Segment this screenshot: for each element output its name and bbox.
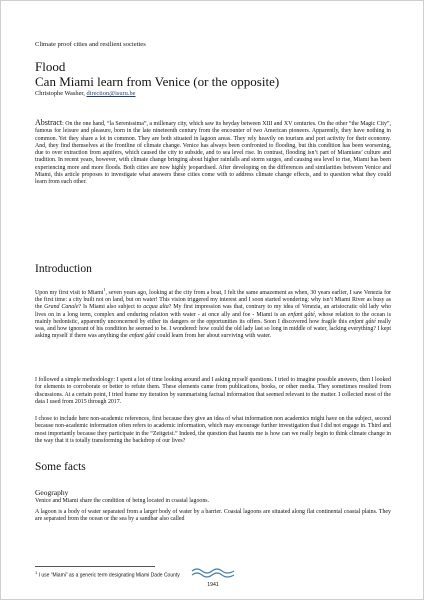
- footnote: [35, 570, 180, 579]
- title-block: [35, 59, 395, 97]
- footnote-reference: 1: [103, 287, 106, 292]
- wave-icon: [191, 567, 235, 579]
- footnote-divider: [35, 566, 155, 567]
- author-line: [35, 90, 395, 97]
- abstract-text: : On the one hand, “la Serenissima”, a millenary city, which saw its heyday between XIII and XV centuries. On the other “the Magic City”, famous for leisure and pleasure, born in the late nineteenth century from the encounter of two American pioneers. Apparently, they have nothing in common. Yet they share a lot in common. They are both situated in lagoon areas. They rely heavily on tourism and port activity for their economy. And, they find themselves at the frontline of climate change. Venice has always been confronted to flooding, but this condition has been worsening, due to over extraction from aquifers, which caused the city to subside, and to sea level rise. In contrast, flooding isn’t part of Miamians’ culture and tradition. In recent years, however, with climate change bringing about higher rainfalls and storm surges, and causing sea level to rise, Miami has been experiencing more and more floods. Both cities are now highly jeopardised. After developing on the differences and similarities between Venice and Miami, this article proposes to investigate what answers these cities come with to address climate change effects, and to question what they could learn from each other.: [35, 121, 391, 185]
- footnote-text: I use “Miami” as a generic term designating Miami Dade County: [37, 572, 180, 579]
- section-heading-some-facts: Some facts: [35, 461, 86, 473]
- intro-paragraph-1: Upon my first visit to Miami$^1$, seven years ago, looking at the city from a boat, I felt the same amazement as when, 30 years earlier, I saw Venezia for the first time: a city built not on land, but on water! This vision triggered my interest and I soon started wondering: why isn’t Miami River as busy as the Grand Canale? Is Miami also subject to acqua alta? My first impression was that, contrary to my idea of Venezia, an aristocratic old lady who lives on in a long term, complex and enduring relation with water - at once ally and foe - Miami is an enfant gâté, whose relation to the ocean is mainly hedonistic, apparently unconcerned by either its dangers or the opportunities its offers. Soon I discovered how fragile this enfant gâté really was, and how ignorant of his condition he seemed to be. I wondered: how could the old lady last so long in middle of water, lacking everything? I kept asking myself if there was anything the enfant gâté could learn from her about surviving with water.: [35, 287, 392, 340]
- section-heading-introduction: Introduction: [35, 263, 92, 275]
- subsection-heading-geography: Geography: [35, 488, 69, 497]
- facts-paragraph-2: A lagoon is a body of water separated from a larger body of water by a barrier. Coastal lagoons are situated along flat continental coastal plains. They are separated from the ocean or the sea by a sandbar also called: [35, 509, 391, 523]
- title-line-2: Can Miami learn from Venice (or the opposite): [35, 74, 280, 89]
- facts-paragraph-1: Venice and Miami share the condition of being located in coastal lagoons.: [35, 498, 210, 504]
- page-number: 1941: [207, 582, 219, 588]
- author-name: Christophe Washer,: [35, 90, 87, 97]
- intro-paragraph-2: I followed a simple methodology: I spent a lot of time looking around and I asking myself questions. I tried to imagine possible answers, then I looked for elements to corroborate or better to refute them. These elements came from publications, books, or other media. They sometimes resulted from discussions. At a certain point, I tried frame my iteration by summarising factual information that seemed relevant to the matter. I collected most of the data I used from 2015 through 2017.: [35, 377, 391, 405]
- abstract-label: Abstract: [35, 118, 63, 127]
- running-header: Climate proof cities and resilient societies: [35, 41, 146, 48]
- intro-paragraph-3: I chose to include here non-academic references, first because they give an idea of what information non academics might have on the subject, second because non-academic information often refers to academic information, which may encourage further investigation that I did not engage in. Third and most importantly because they participate in the “Zeitgeist.” Indeed, the question that haunts me is how can we really begin to think climate change in the way that it is totally transforming the backdrop of our lives?: [35, 416, 391, 444]
- abstract: [35, 119, 391, 186]
- title-line-1: Flood: [35, 59, 66, 74]
- author-email-link[interactable]: direction@isuru.be: [86, 90, 136, 97]
- footnote-mark: 1: [35, 570, 38, 575]
